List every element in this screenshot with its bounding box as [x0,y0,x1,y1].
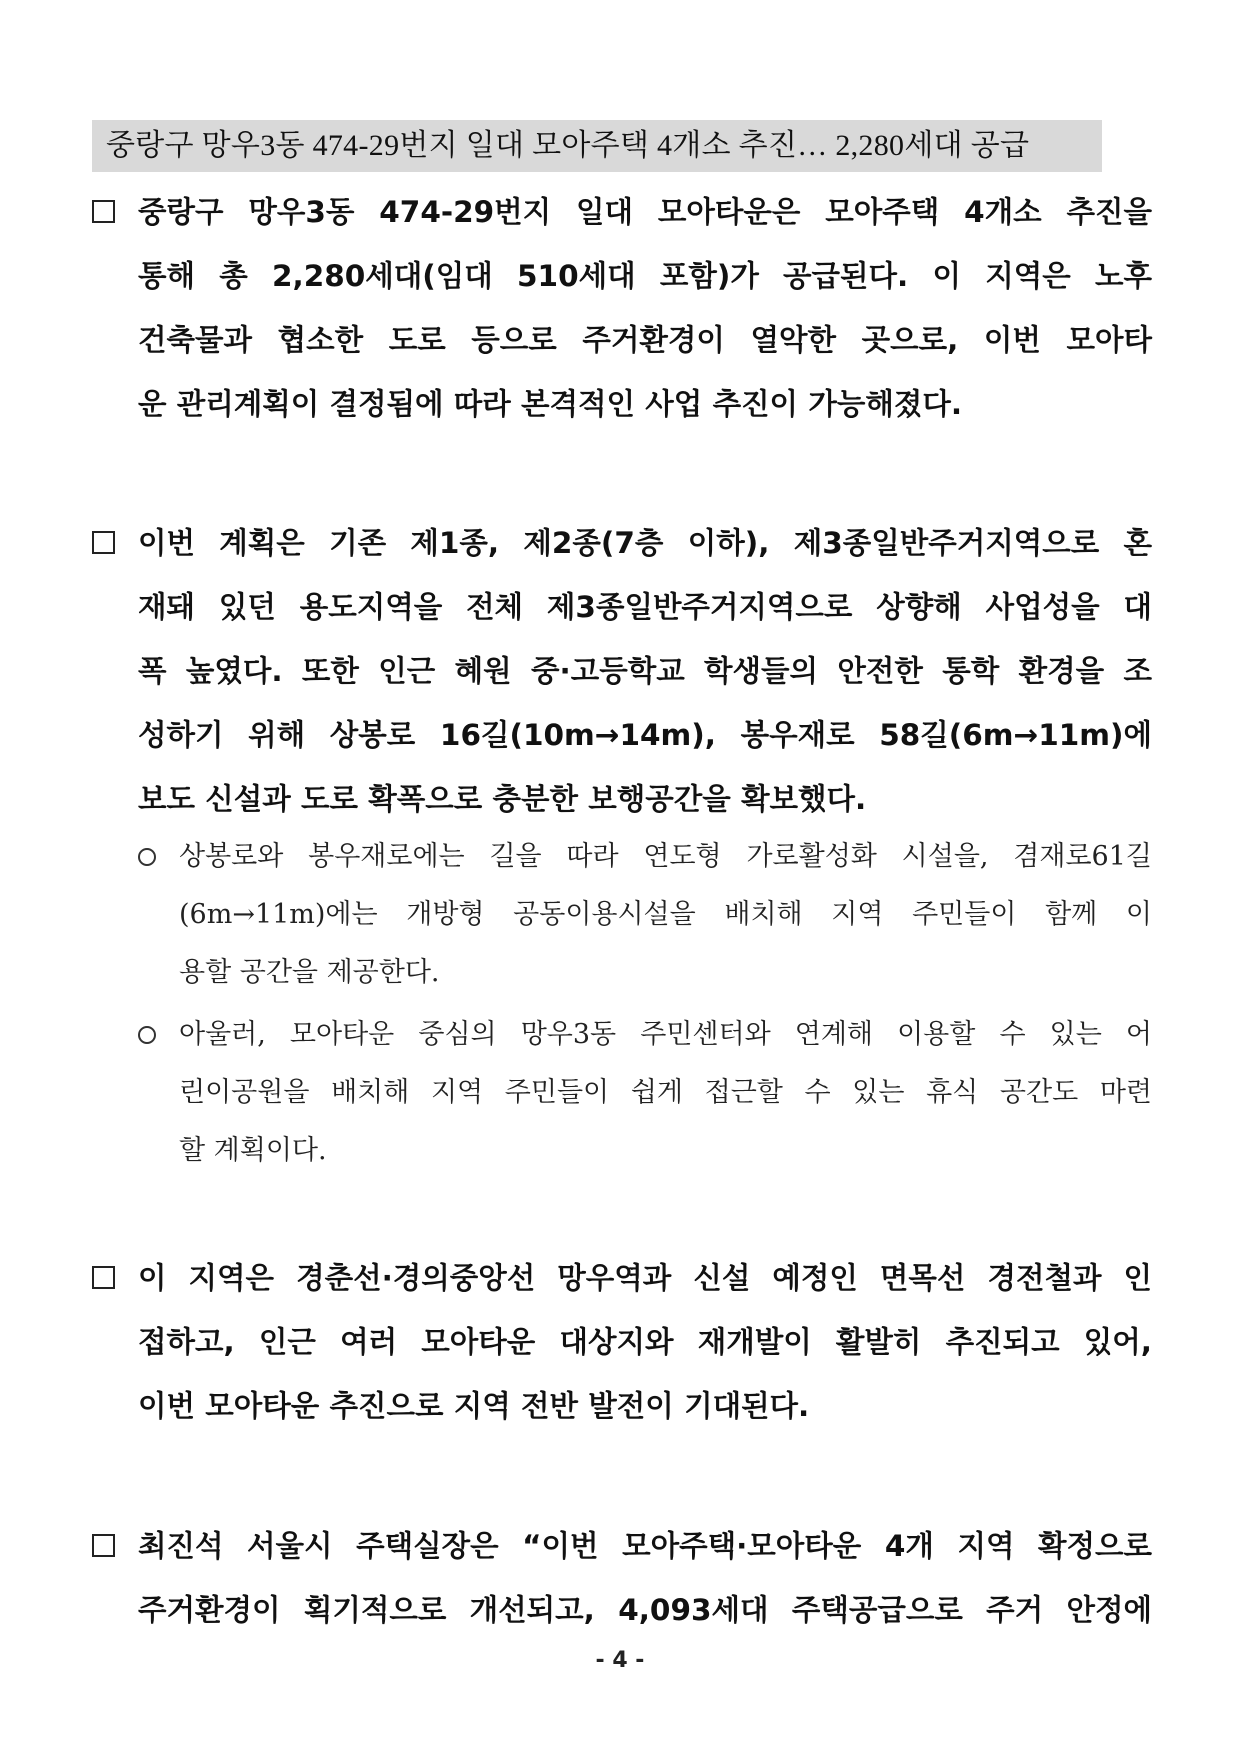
paragraph-line: 운 관리계획이 결정됨에 따라 본격적인 사업 추진이 가능해졌다. [138,387,963,421]
paragraph-line: 중랑구 망우3동 474-29번지 일대 모아타운은 모아주택 4개소 추진을 [138,195,1152,229]
paragraph-line: 이번 모아타운 추진으로 지역 전반 발전이 기대된다. [138,1389,810,1423]
paragraph-line: 폭 높였다. 또한 인근 혜원 중·고등학교 학생들의 안전한 통학 환경을 조 [138,654,1152,688]
paragraph-line: 통해 총 2,280세대(임대 510세대 포함)가 공급된다. 이 지역은 노후 [138,259,1152,293]
paragraph-line: 이 지역은 경춘선·경의중앙선 망우역과 신설 예정인 면목선 경전철과 인 [138,1261,1152,1295]
paragraph-3 [92,1246,1152,1438]
paragraph-line: 건축물과 협소한 도로 등으로 주거환경이 열악한 곳으로, 이번 모아타 [138,323,1152,357]
paragraph-1 [92,180,1152,436]
paragraph-line: 성하기 위해 상봉로 16길(10m→14m), 봉우재로 58길(6m→11m)에 [138,718,1152,752]
page-number: - 4 - [595,1648,645,1673]
sub-item-line: (6m→11m)에는 개방형 공동이용시설을 배치해 지역 주민들이 함께 이 [179,899,1152,930]
paragraph-line: 주거환경이 획기적으로 개선되고, 4,093세대 주택공급으로 주거 안정에 [138,1593,1152,1627]
paragraph-line: 보도 신설과 도로 확폭으로 충분한 보행공간을 확보했다. [138,782,867,816]
sub-item-line: 용할 공간을 제공한다. [179,957,440,988]
circle-bullet-icon [138,1026,156,1044]
section-heading: 중랑구 망우3동 474-29번지 일대 모아주택 4개소 추진… 2,280세대 공급 [92,120,1102,172]
sub-item-line: 상봉로와 봉우재로에는 길을 따라 연도형 가로활성화 시설을, 겸재로61길 [179,841,1152,872]
sub-item-line: 할 계획이다. [179,1135,327,1166]
sub-item-line: 아울러, 모아타운 중심의 망우3동 주민센터와 연계해 이용할 수 있는 어 [179,1019,1152,1050]
sub-item-1 [133,828,1152,1002]
paragraph-2 [92,511,1152,831]
paragraph-4 [92,1514,1152,1642]
sub-item-2 [133,1006,1152,1180]
circle-bullet-icon [138,848,156,866]
paragraph-line: 이번 계획은 기존 제1종, 제2종(7층 이하), 제3종일반주거지역으로 혼 [138,526,1152,560]
paragraph-line: 접하고, 인근 여러 모아타운 대상지와 재개발이 활발히 추진되고 있어, [138,1325,1152,1359]
sub-item-line: 린이공원을 배치해 지역 주민들이 쉽게 접근할 수 있는 휴식 공간도 마련 [179,1077,1152,1108]
paragraph-line: 최진석 서울시 주택실장은 “이번 모아주택·모아타운 4개 지역 확정으로 [138,1529,1152,1563]
paragraph-line: 재돼 있던 용도지역을 전체 제3종일반주거지역으로 상향해 사업성을 대 [138,590,1152,624]
